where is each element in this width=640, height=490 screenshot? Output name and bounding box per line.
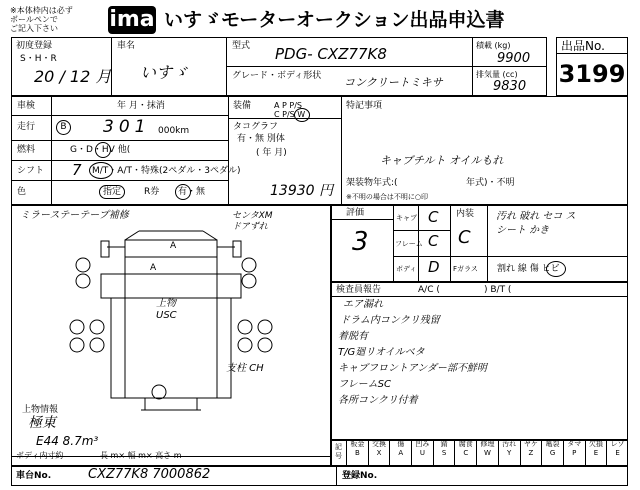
key-items <box>346 440 628 466</box>
mileage-unit: 000km <box>158 126 190 136</box>
bt-label: ) B/T ( <box>484 285 512 295</box>
disp-label: 排気量 (cc) <box>476 70 518 79</box>
fuel-label: 燃料 <box>17 145 36 155</box>
disp-value: 9830 <box>493 79 527 94</box>
tacho-options: 有・無 別体 <box>237 134 285 144</box>
key-cell: ヤケ Z <box>520 440 542 466</box>
diagram-note-center: センタXM ドアずれ <box>232 211 273 232</box>
inspector-note: キャブフロントアンダー部不鮮明 <box>338 363 487 374</box>
side-note: 支柱 CH <box>226 363 264 374</box>
body-label: ボディ <box>396 265 417 273</box>
rack-label: 架装物年式:( <box>346 178 398 188</box>
tacho-year: ( 年 月) <box>256 148 287 158</box>
chassis-value: CXZ77K8 7000862 <box>88 467 211 482</box>
fuel-d-circle <box>95 142 111 158</box>
first-reg-label: 初度登録 <box>16 41 53 51</box>
inspector-note: ドラム内コンクリ残留 <box>340 315 440 326</box>
shift-label: シフト <box>17 166 45 176</box>
upper-value2: E44 8.7m³ <box>36 434 99 448</box>
interior-label: 内装 <box>456 209 475 219</box>
cargo-label: 上物 USC <box>156 298 177 321</box>
key-cell: 凹み U <box>411 440 433 466</box>
key-cell: 腐食 C <box>454 440 476 466</box>
grade-value: コンクリートミキサ <box>344 76 443 89</box>
cab-label-a2: A <box>150 263 157 273</box>
glass-label: Fガラス <box>453 265 478 273</box>
dims-values: 長 m× 幅 m× 高さ m <box>100 451 182 460</box>
glass-circle <box>546 261 566 277</box>
dims-label: ボディ内寸約 <box>16 451 64 460</box>
first-reg-value: 20 / 12 月 <box>34 67 112 86</box>
equip-codes: A P P/S C P/S W <box>274 101 306 119</box>
load-value: 9900 <box>497 51 531 66</box>
remarks-text: キャブチルト オイルもれ <box>380 154 504 167</box>
chassis-label: 車台No. <box>16 471 52 481</box>
maker-label: 車名 <box>117 41 136 51</box>
load-label: 積載 (kg) <box>476 41 511 50</box>
color-designated: 指定 <box>99 185 125 199</box>
rack-note: ※不明の場合は不明に○印 <box>346 193 428 201</box>
inspector-note: 各所コンクリ付着 <box>338 395 418 406</box>
glass-options: 割れ 線 傷 ヒビ <box>497 264 560 274</box>
header-note: ※本体枠内は必ず ボールペンで ご記入下さい <box>10 6 73 33</box>
tacho-label: タコグラフ <box>233 122 279 132</box>
model-value: PDG- CXZ77K8 <box>275 45 387 63</box>
key-cell: レゾ E <box>606 440 628 466</box>
frame-value: C <box>428 232 439 250</box>
mileage-label: 走行 <box>17 122 36 132</box>
era-options: S・H・R <box>20 54 57 64</box>
equip-label: 装備 <box>233 101 252 111</box>
inspector-label: 検査員報告 <box>336 285 382 295</box>
key-cell: 傷 A <box>389 440 411 466</box>
body-value: D <box>428 258 440 276</box>
key-cell: 欠損 E <box>585 440 607 466</box>
interior-value: C <box>458 227 471 248</box>
eval-section <box>331 205 628 282</box>
inspector-note: フレームSC <box>338 379 391 390</box>
grade-label: グレード・ボディ形状 <box>232 71 322 81</box>
color-label: 色 <box>17 187 27 197</box>
inspection-value: 年 月・抹消 <box>117 101 165 111</box>
key-cell: 交換 X <box>368 440 390 466</box>
key-cell: タマ P <box>563 440 585 466</box>
key-cell: 修理 W <box>476 440 498 466</box>
shift-value: 7 <box>72 161 82 179</box>
ac-label: A/C ( <box>418 285 440 295</box>
recycle-label: R券 <box>144 187 160 197</box>
upper-value1: 極東 <box>28 415 56 431</box>
key-cell: 錆 S <box>433 440 455 466</box>
key-cell: 板金 B <box>346 440 368 466</box>
maker-value: いすゞ <box>140 63 189 82</box>
fuel-options: G・D・HV 他( <box>70 145 131 155</box>
inspection-label: 車検 <box>17 101 36 111</box>
lot-number: 3199 <box>558 60 626 88</box>
reg-label: 登録No. <box>342 471 378 481</box>
equip-circle <box>294 108 310 122</box>
recycle-value: 13930 円 <box>270 183 333 199</box>
lot-label: 出品No. <box>561 39 605 53</box>
model-label: 型式 <box>232 41 251 51</box>
eval-score: 3 <box>352 227 369 257</box>
mileage-unit-b: B <box>56 120 71 135</box>
shift-options: M/T・A/T・特殊(2ペダル・3ペダル) <box>92 166 241 176</box>
upper-label: 上物情報 <box>22 405 59 415</box>
cab-label: キャブ <box>396 214 417 222</box>
mileage-value: 301 <box>103 117 151 137</box>
recycle-yes-circle <box>175 184 191 200</box>
rack-year: 年式)・不明 <box>466 178 515 188</box>
inspector-note: エア漏れ <box>343 299 383 310</box>
eval-label: 評価 <box>346 208 365 218</box>
page-title: いすゞモーターオークション出品申込書 <box>164 9 505 31</box>
interior-notes: 汚れ 破れ セコ ス シート かき <box>496 211 576 236</box>
remarks-label: 特記事項 <box>346 101 383 111</box>
ima-logo: ima <box>109 7 155 32</box>
frame-label: フレーム <box>395 240 423 248</box>
key-cell: 汚れ Y <box>498 440 520 466</box>
diagram-note-mirror: ミラーステーテープ補修 <box>20 210 129 221</box>
cab-value: C <box>428 208 439 226</box>
key-side-label: 記 号 <box>335 443 342 460</box>
inspector-note: 着脱有 <box>338 331 368 342</box>
cab-label-a: A <box>170 241 177 251</box>
key-cell: 亀裂 G <box>541 440 563 466</box>
inspector-note: T/G廻リオイルベタ <box>338 347 425 358</box>
shift-mt-circle <box>89 162 113 179</box>
recycle-options: 有・無 <box>178 187 206 197</box>
